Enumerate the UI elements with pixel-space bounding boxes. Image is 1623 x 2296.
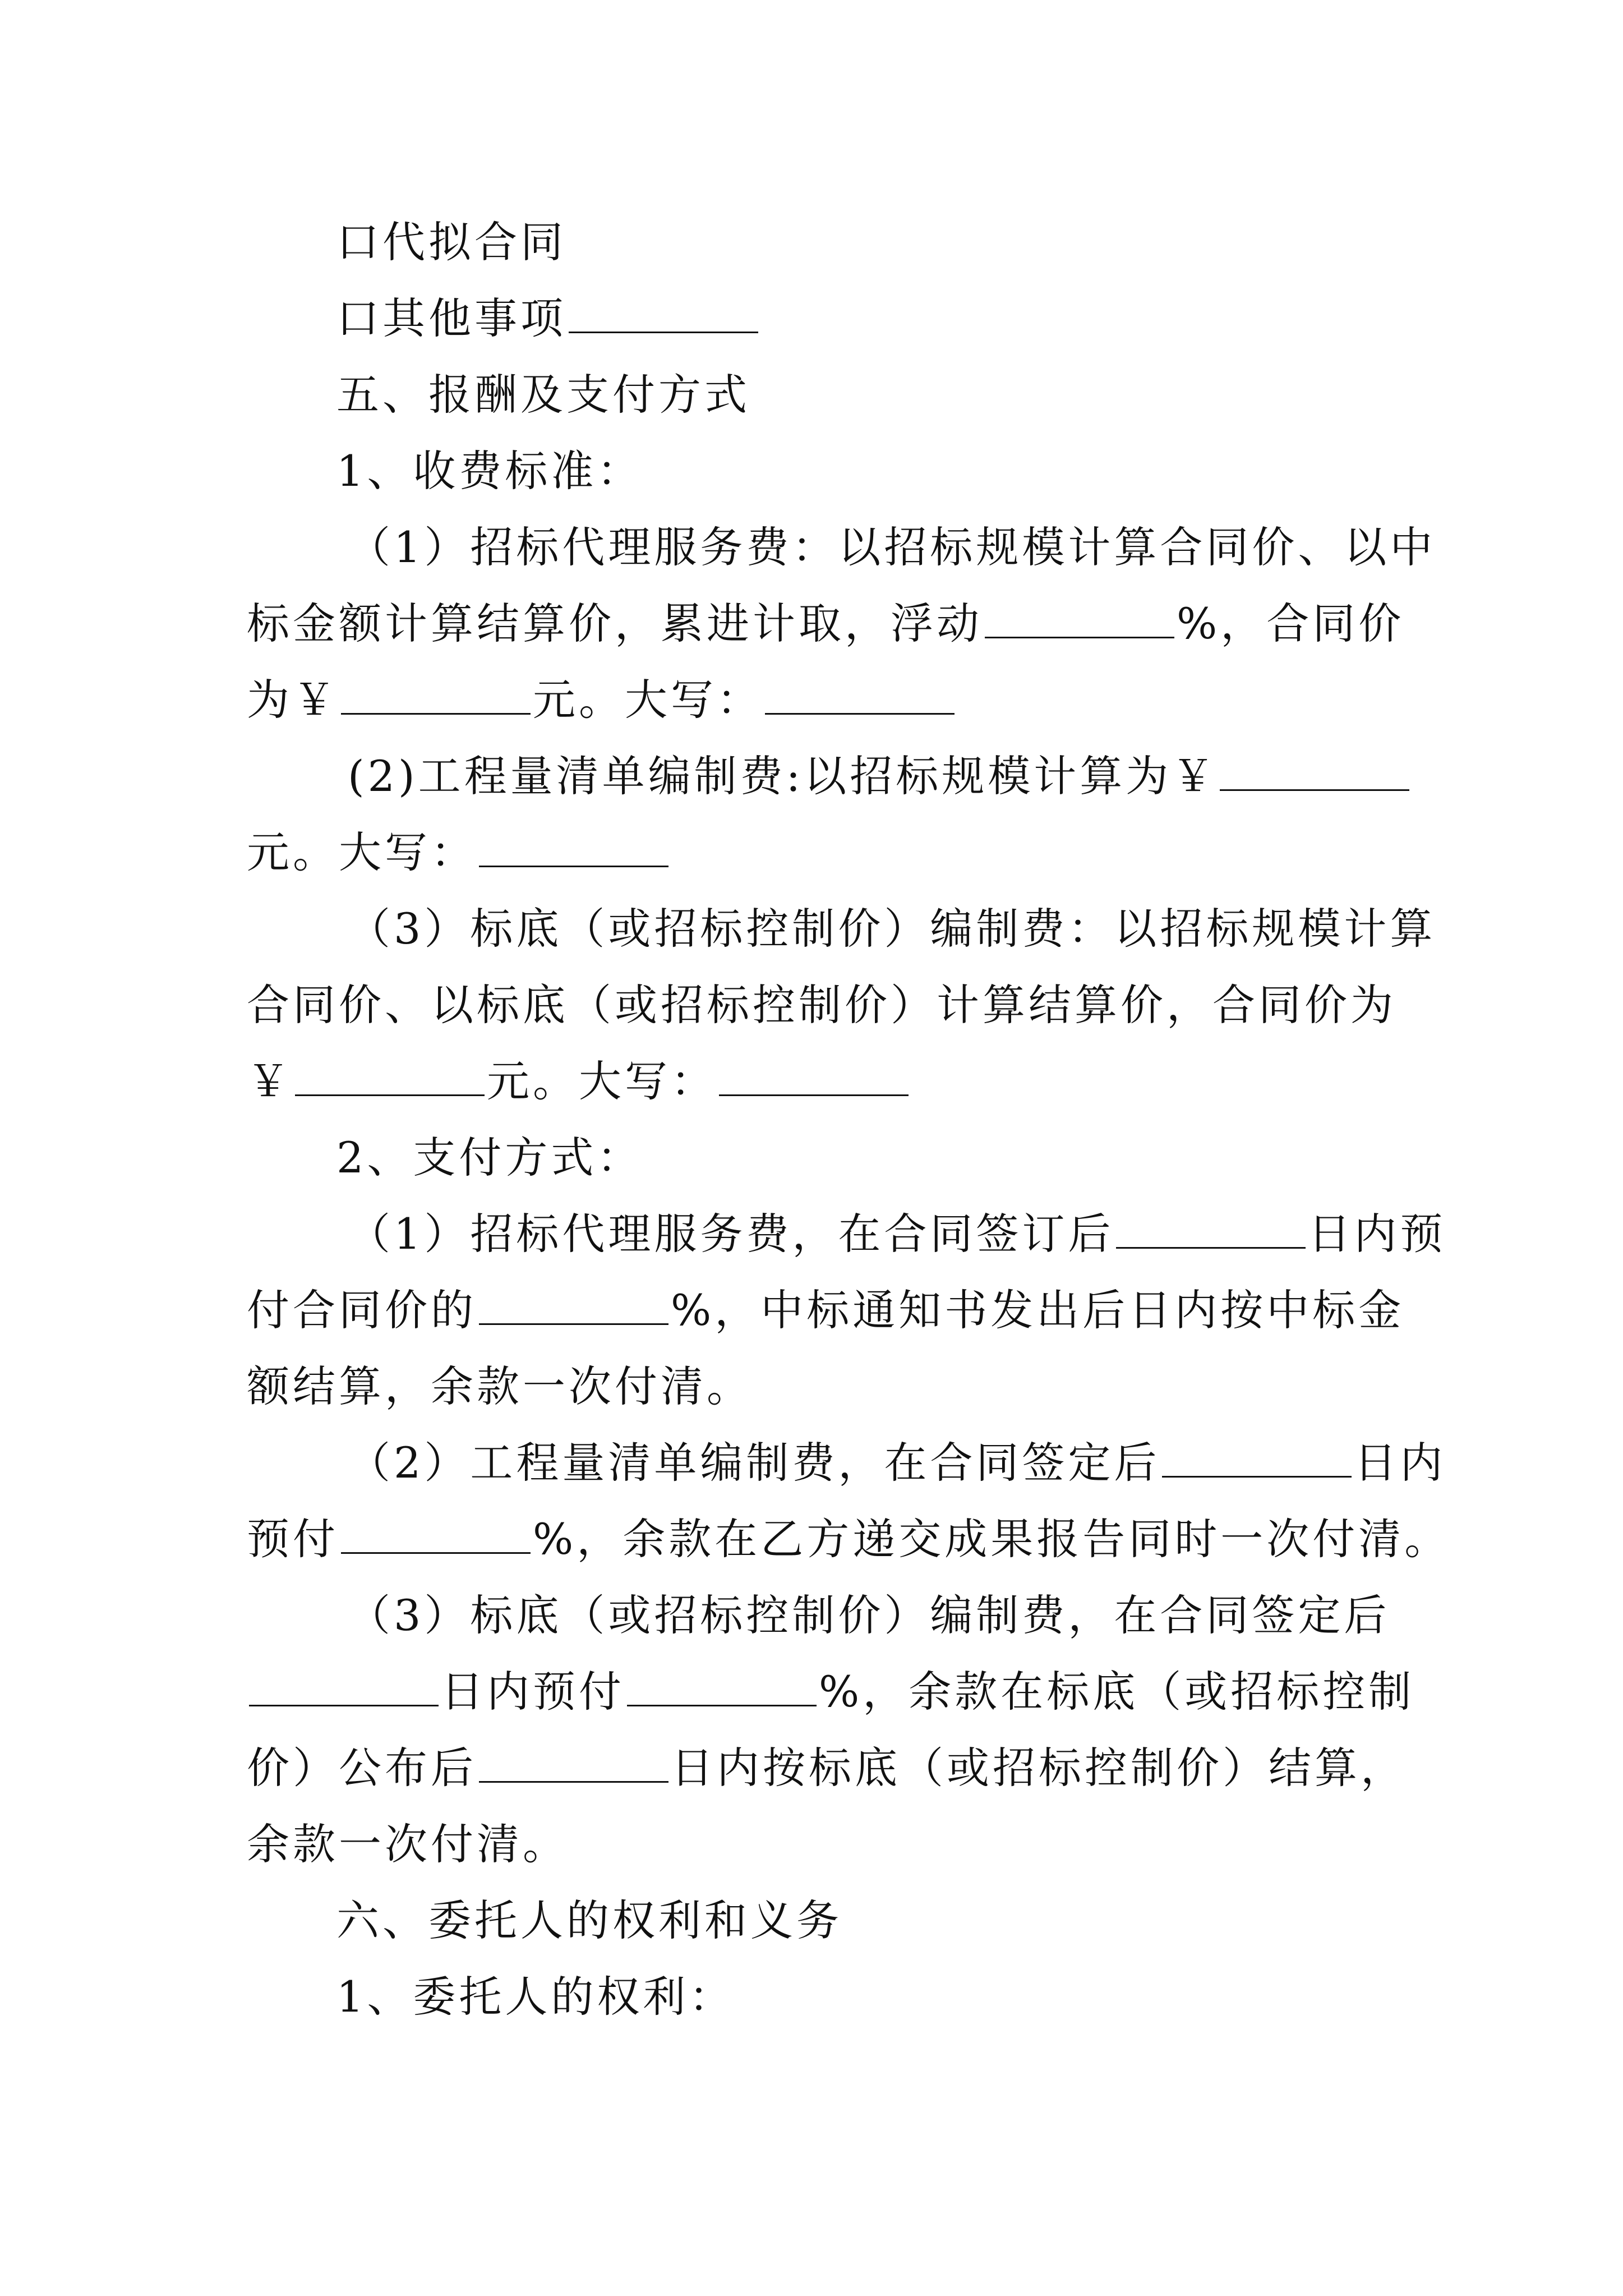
fill-blank bbox=[1220, 752, 1409, 791]
fill-blank bbox=[1162, 1439, 1352, 1478]
subheading-payment-method: 2、支付方式： bbox=[336, 1133, 643, 1182]
fill-blank bbox=[479, 1744, 668, 1783]
payment-boq-fee-line1: （2）工程量清单编制费，在合同签定后 日内 bbox=[348, 1438, 1446, 1488]
fill-blank bbox=[765, 676, 955, 715]
clause-agency-fee-line3: 为￥ 元。大写： bbox=[0, 675, 1623, 725]
clause-agency-fee-line1: （1）招标代理服务费：以招标规模计算合同价、以中 bbox=[348, 522, 1436, 572]
option-draft-contract: 口代拟合同 bbox=[336, 217, 566, 267]
fill-blank bbox=[295, 1057, 485, 1096]
clause-base-price-fee-line1: （3）标底（或招标控制价）编制费：以招标规模计算 bbox=[348, 904, 1436, 954]
payment-base-price-fee-line2: 日内预付 %，余款在标底（或招标控制 bbox=[0, 1667, 1623, 1717]
fill-blank bbox=[1116, 1210, 1306, 1249]
fill-blank bbox=[479, 829, 668, 867]
section-heading-5: 五、报酬及支付方式 bbox=[336, 370, 750, 420]
payment-boq-fee-line2: 预付 %，余款在乙方递交成果报告同时一次付清。 bbox=[247, 1514, 1451, 1564]
clause-base-price-fee-line2: 合同价、以标底（或招标控制价）计算结算价，合同价为 bbox=[247, 980, 1396, 1030]
clause-boq-fee-line1: (2)工程量清单编制费:以招标规模计算为￥ bbox=[0, 751, 1623, 802]
subheading-client-rights: 1、委托人的权利： bbox=[336, 1972, 735, 2022]
fill-blank bbox=[985, 600, 1174, 638]
option-other-matters: 口其他事项 bbox=[0, 293, 1623, 344]
payment-base-price-fee-line4: 余款一次付清。 bbox=[247, 1819, 569, 1869]
fill-blank bbox=[479, 1286, 668, 1325]
payment-base-price-fee-line3: 价）公布后 日内按标底（或招标控制价）结算， bbox=[247, 1743, 1407, 1793]
section-heading-6: 六、委托人的权利和义务 bbox=[336, 1895, 842, 1945]
fill-blank bbox=[627, 1668, 817, 1706]
fill-blank bbox=[341, 676, 531, 715]
fill-blank bbox=[719, 1057, 909, 1096]
clause-boq-fee-line2: 元。大写： bbox=[0, 827, 1623, 878]
payment-base-price-fee-line1: （3）标底（或招标控制价）编制费，在合同签定后 bbox=[348, 1590, 1390, 1640]
clause-agency-fee-line2: 标金额计算结算价，累进计取，浮动 %，合同价 bbox=[247, 599, 1405, 648]
subheading-fee-standard: 1、收费标准： bbox=[336, 446, 643, 496]
payment-agency-fee-line1: （1）招标代理服务费，在合同签订后 日内预 bbox=[348, 1209, 1446, 1259]
payment-agency-fee-line3: 额结算，余款一次付清。 bbox=[247, 1361, 753, 1411]
fill-blank bbox=[249, 1668, 439, 1706]
clause-base-price-fee-line3: ￥ 元。大写： bbox=[0, 1056, 1623, 1107]
fill-blank bbox=[341, 1515, 531, 1554]
fill-blank bbox=[569, 295, 758, 333]
payment-agency-fee-line2: 付合同价的 %，中标通知书发出后日内按中标金 bbox=[247, 1285, 1405, 1335]
